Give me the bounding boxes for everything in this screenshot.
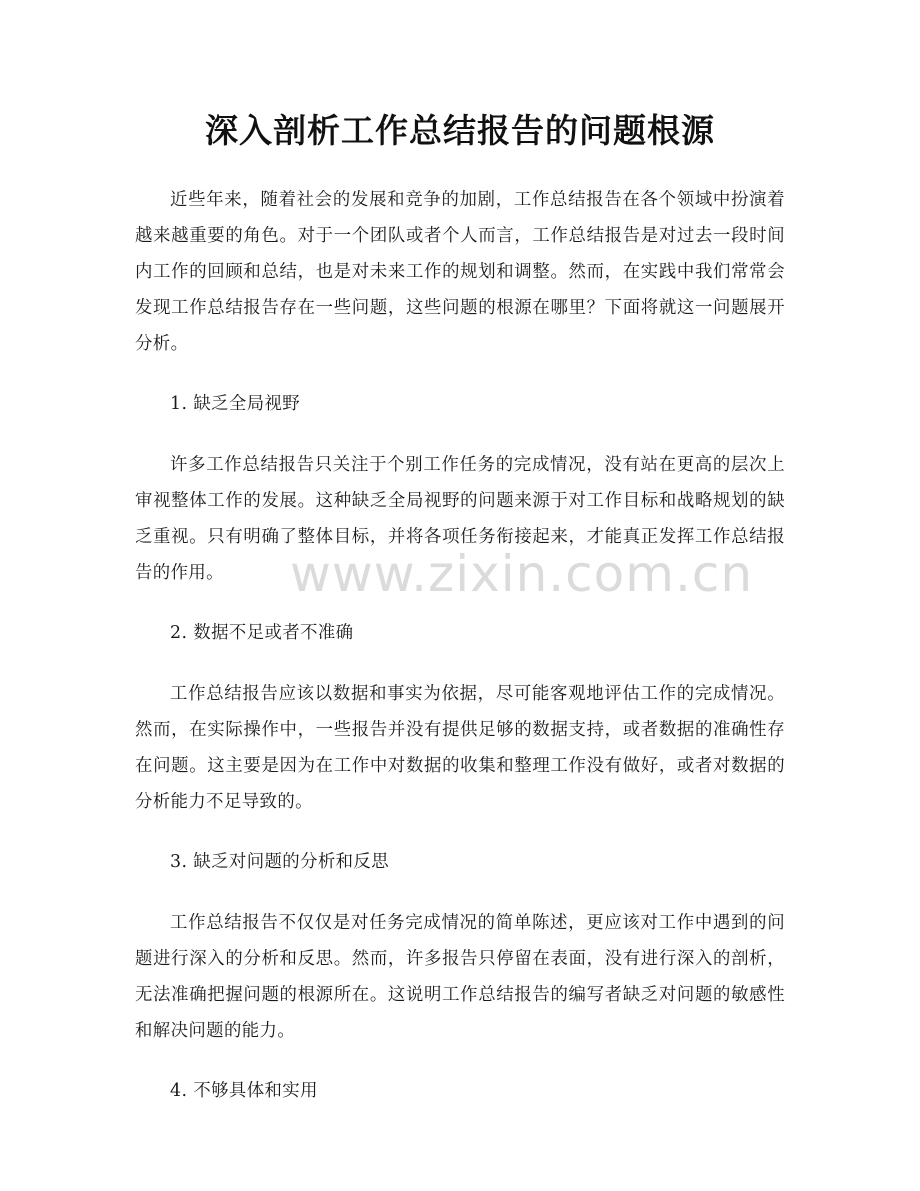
intro-paragraph: 近些年来，随着社会的发展和竞争的加剧，工作总结报告在各个领域中扮演着越来越重要的角色。对于一个团队或者个人而言，工作总结报告是对过去一段时间内工作的回顾和总结，也是对未来工作的规划和调整。然而，在实践中我们常常会发现工作总结报告存在一些问题，这些问题的根源在哪里？下面将就这一问题展开分析。 — [135, 190, 785, 354]
section-body-2: 工作总结报告应该以数据和事实为依据，尽可能客观地评估工作的完成情况。然而，在实际操作中，一些报告并没有提供足够的数据支持，或者数据的准确性存在问题。这主要是因为在工作中对数据的收集和整理工作没有做好，或者对数据的分析能力不足导致的。 — [135, 684, 785, 812]
document-title: 深入剖析工作总结报告的问题根源 — [205, 111, 715, 150]
section-heading-2: 2. 数据不足或者不准确 — [170, 623, 354, 643]
document-body — [135, 182, 785, 1134]
section-heading-1: 1. 缺乏全局视野 — [170, 394, 301, 414]
watermark-text: www.zixin.com.cn — [290, 545, 754, 603]
section-body-3: 工作总结报告不仅仅是对任务完成情况的简单陈述，更应该对工作中遇到的问题进行深入的分析和反思。然而，许多报告只停留在表面，没有进行深入的剖析，无法准确把握问题的根源所在。这说明工作总结报告的编写者缺乏对问题的敏感性和解决问题的能力。 — [135, 913, 785, 1041]
section-heading-4: 4. 不够具体和实用 — [170, 1081, 318, 1101]
section-body-1: 许多工作总结报告只关注于个别工作任务的完成情况，没有站在更高的层次上审视整体工作的发展。这种缺乏全局视野的问题来源于对工作目标和战略规划的缺乏重视。只有明确了整体目标，并将各项任务衔接起来，才能真正发挥工作总结报告的作用。 — [135, 455, 785, 583]
section-heading-3: 3. 缺乏对问题的分析和反思 — [170, 852, 390, 872]
